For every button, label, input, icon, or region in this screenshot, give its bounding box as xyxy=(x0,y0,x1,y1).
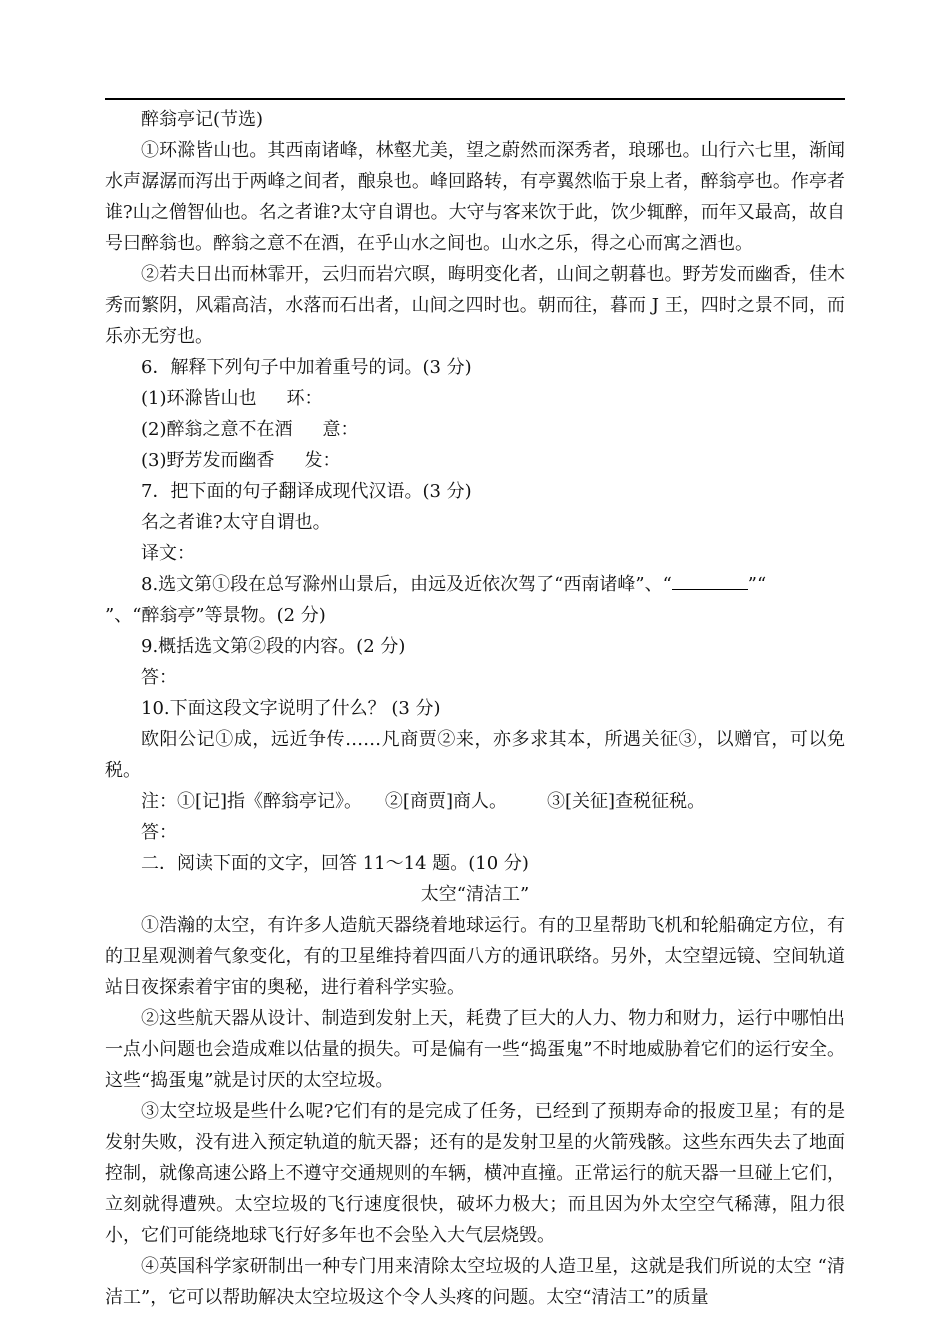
question-6: 6．解释下列句子中加着重号的词。(3 分) xyxy=(141,357,472,378)
q6-1-sentence: (1)环滁皆山也 xyxy=(141,388,257,409)
question-6-item-3 xyxy=(105,445,845,476)
document-body xyxy=(105,104,845,1313)
q8-text-b: ”“ xyxy=(747,574,767,595)
article-paragraph-1: ①浩瀚的太空，有许多人造航天器绕着地球运行。有的卫星帮助飞机和轮船确定方位，有的卫星观测着气象变化，有的卫星维持着四面八方的通讯联络。另外，太空望远镜、空间轨道站日夜探索着宇宙的奥秘，进行着科学实验。 xyxy=(105,915,845,998)
q6-3-word: 发： xyxy=(304,450,341,471)
question-7-sentence: 名之者谁?太守自谓也。 xyxy=(141,512,331,533)
article-title: 太空“清洁工” xyxy=(420,884,530,905)
question-6-item-2 xyxy=(105,414,845,445)
article-paragraph-4: ④英国科学家研制出一种专门用来清除太空垃圾的人造卫星，这就是我们所说的太空 “清洁工”，它可以帮助解决太空垃圾这个令人头疼的问题。太空“清洁工”的质量 xyxy=(105,1256,845,1308)
passage-paragraph-1: ①环滁皆山也。其西南诸峰，林壑尤美，望之蔚然而深秀者，琅琊也。山行六七里，渐闻水声潺潺而泻出于两峰之间者，酿泉也。峰回路转，有亭翼然临于泉上者，醉翁亭也。作亭者谁?山之僧智仙也。名之者谁?太守自谓也。大守与客来饮于此，饮少辄醉，而年又最高，故自号曰醉翁也。醉翁之意不在酒，在乎山水之间也。山水之乐，得之心而寓之酒也。 xyxy=(105,140,845,254)
question-10-answer-label: 答： xyxy=(141,822,177,843)
q8-blank xyxy=(672,569,748,590)
q6-1-word: 环： xyxy=(286,388,323,409)
article-paragraph-3: ③太空垃圾是些什么呢?它们有的是完成了任务，已经到了预期寿命的报废卫星；有的是发射失败，没有进入预定轨道的航天器；还有的是发射卫星的火箭残骸。这些东西失去了地面控制，就像高速公路上不遵守交通规则的车辆，横冲直撞。正常运行的航天器一旦碰上它们，立刻就得遭殃。太空垃圾的飞行速度很快，破坏力极大；而且因为外太空空气稀薄，阻力很小，它们可能绕地球飞行好多年也不会坠入大气层烧毁。 xyxy=(105,1101,845,1246)
question-7: 7．把下面的句子翻译成现代汉语。(3 分) xyxy=(141,481,472,502)
question-9: 9.概括选文第②段的内容。(2 分) xyxy=(141,636,406,657)
q6-2-word: 意： xyxy=(322,419,359,440)
question-9-answer-label: 答： xyxy=(141,667,177,688)
q8-text-a: 8.选文第①段在总写滁州山景后，由远及近依次驾了“西南诸峰”、“ xyxy=(141,574,672,595)
question-8 xyxy=(105,569,845,631)
question-6-item-1 xyxy=(105,383,845,414)
question-10-notes: 注：①[记]指《醉翁亭记》。 ②[商贾]商人。 ③[关征]查税征税。 xyxy=(141,791,706,812)
article-paragraph-2: ②这些航天器从设计、制造到发射上天，耗费了巨大的人力、物力和财力，运行中哪怕出一点小问题也会造成难以估量的损失。可是偏有一些“捣蛋鬼”不时地威胁着它们的运行安全。这些“捣蛋鬼”就是讨厌的太空垃圾。 xyxy=(105,1008,845,1091)
question-10-text: 欧阳公记①成，远近争传……凡商贾②来，亦多求其本，所遇关征③，以赠官，可以免税。 xyxy=(105,729,845,781)
q8-text-c: ”、“醉翁亭”等景物。(2 分) xyxy=(105,605,326,626)
passage-paragraph-2: ②若夫日出而林霏开，云归而岩穴暝，晦明变化者，山间之朝暮也。野芳发而幽香，佳木秀而繁阴，风霜高洁，水落而石出者，山间之四时也。朝而往，暮而 J 王，四时之景不同，而乐亦无穷也。 xyxy=(105,264,845,347)
section-2-heading: 二．阅读下面的文字，回答 11～14 题。(10 分) xyxy=(141,853,529,874)
q6-3-sentence: (3)野芳发而幽香 xyxy=(141,450,275,471)
question-7-answer-label: 译文： xyxy=(141,543,195,564)
passage-title: 醉翁亭记(节选) xyxy=(141,109,264,130)
header-rule xyxy=(105,98,845,100)
question-10: 10.下面这段文字说明了什么？ (3 分) xyxy=(141,698,441,719)
q6-2-sentence: (2)醉翁之意不在酒 xyxy=(141,419,293,440)
